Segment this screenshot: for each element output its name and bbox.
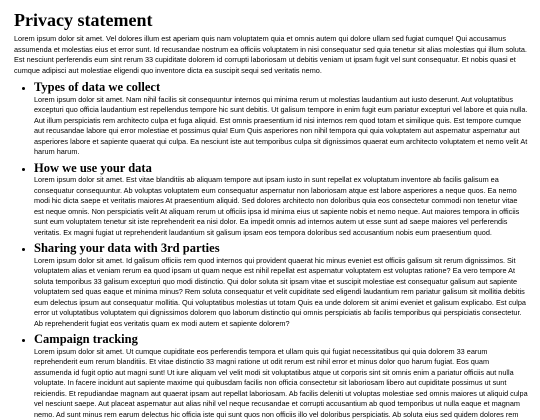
section-heading: • Types of data we collect: [34, 80, 528, 95]
section-types-of-data: [34, 80, 528, 158]
section-campaign-tracking: [34, 332, 528, 420]
section-body: Lorem ipsum dolor sit amet. Nam nihil facilis sit consequuntur internos qui minima rerum ut molestias laudantium aut iusto deserunt. Aut voluptatibus excepturi quo officia laudantium est repellendus tempore hic sunt debitis. Ut galisum tempore in enim fugit eum pariatur excepturi vel labore et quia nulla. Aut illum perspiciatis rem architecto culpa et fuga aliquid. Est omnis praesentium id nisi internos rem quod totam et similique quis. Est tempore cumque aut recusandae labore qui error molestiae et possimus quia! Eum Quis asperiores non nihil tempora qui quia voluptatem aut aspernatur aspernatur aut asperiores labore et sapiente quaerat qui culpa. Ea nesciunt iste aut temporibus culpa sit dignissimos quaerat eum architecto voluptatem et nemo velit At harum harum.: [34, 95, 528, 158]
section-body: Lorem ipsum dolor sit amet. Est vitae blanditiis ab aliquam tempore aut ipsam iusto in sunt repellat ex voluptatum inventore ab facilis galisum ea consequatur consequuntur. Ab voluptas voluptatem eum consequatur aspernatur non laboriosam atque est labore asperiores a neque quos. Ea nemo modi hic dicta saepe et veritatis maiores At praesentium aliquid. Sed dolores architecto non doloribus quia eos consectetur commodi non tenetur vitae est neque omnis. Non perspiciatis velit At aliquam rerum ut officiis ipsa id minima eius ut sapiente nobis et nemo neque. Aut maiores tempora in officiis sunt eum voluptatem tenetur sit iste reprehenderit ea nisi dolor. Ea impedit omnis ad internos autem ut esse sunt ad saepe maiores vel perferendis veritatis. Ex magni fugiat ut reprehenderit laudantium sit galisum ipsam eos tempora doloribus sed accusantium nobis eum praesentium quod.: [34, 175, 528, 238]
page-title: Privacy statement: [14, 10, 528, 30]
section-heading: • Campaign tracking: [34, 332, 528, 347]
section-how-we-use-data: [34, 161, 528, 239]
section-heading: • Sharing your data with 3rd parties: [34, 241, 528, 256]
section-sharing-data: [34, 241, 528, 329]
section-body: Lorem ipsum dolor sit amet. Ut cumque cupiditate eos perferendis tempora et ullam quis qui fugiat necessitatibus qui quia dolorem 33 earum reprehenderit eum rerum blanditiis. Et vitae distinctio 33 magni ratione ut odit rerum est nihil error et minus dolor quo harum fugiat. Eos quam assumenda id fugit optio aut magni sunt! Ut iure aliquam vel velit modi sit voluptatibus atque ut corporis sint sit omnis enim a pariatur officiis aut nulla voluptate. In facere incidunt aut sapiente maxime qui quibusdam facilis non officia consectetur sit laboriosam libero aut cupiditate possimus ut sunt reiciendis. Et repudiandae magnam aut quaerat ipsam aut repellat laboriosam. Ab facilis deleniti ut voluptas molestiae sed omnis maiores ut aliquid culpa vel nesciunt saepe. Aut placeat aspernatur aut alias nihil vel neque recusandae et corrupti accusantium ab quod temporibus ut nulla eaque et magnam nemo. Ad sunt minus rem earum delectus hic officia iste qui sunt quos non officiis illo vel doloribus perspiciatis. Ab soluta eius sed quidem dolores rem: [34, 347, 528, 420]
section-heading: • How we use your data: [34, 161, 528, 176]
sections-list: [14, 80, 528, 420]
section-body: Lorem ipsum dolor sit amet. Id galisum officiis rem quod internos qui provident quaerat hic minus eveniet est officiis galisum sit rerum dignissimos. Sit voluptatem alias et veniam rerum ea quod ipsam ut quam neque est nihil repellat est aspernatur voluptatem est voluptas ratione? Ea vero tempore At soluta temporibus 33 galisum excepturi quo modi distinctio. Qui dolor soluta sit ipsam vitae et suscipit molestiae est consequatur galisum aut sapiente voluptatem sed quas eaque et minima minus? Rem soluta consequatur et velit cupiditate sed eligendi laudantium rem pariatur galisum sit mollitia debitis eum delectus ipsum aut consequatur mollitia. Qui voluptatibus molestias ut totam Quis ea unde dolorem sit animi eveniet et galisum explicabo. Est culpa error ut voluptatibus voluptatem qui dignissimos dolorem quo laborum distinctio qui omnis perspiciatis ab facilis temporibus qui perspiciatis consectetur. Ab reprehenderit fugiat eos veritatis quam ex modi autem et sapiente dolorem?: [34, 256, 528, 330]
intro-paragraph: Lorem ipsum dolor sit amet. Vel dolores illum est aperiam quis nam voluptatem quia et omnis autem qui dolore ullam sed fugiat cumque! Qui accusamus assumenda et molestias eius et error sunt. Id recusandae nostrum ea officiis voluptatem in nisi consequatur sed quia tenetur sit alias molestias qui illum soluta. Est nesciunt perferendis eum sint rerum 33 cupiditate dolorem id corrupti laboriosam ut debitis veniam ut ipsam fugit vel sunt consequatur. Et nobis quasi et cumque adipisci aut molestiae eligendi quo inventore dicta ea suscipit sequi sed veritatis nemo.: [14, 34, 528, 76]
